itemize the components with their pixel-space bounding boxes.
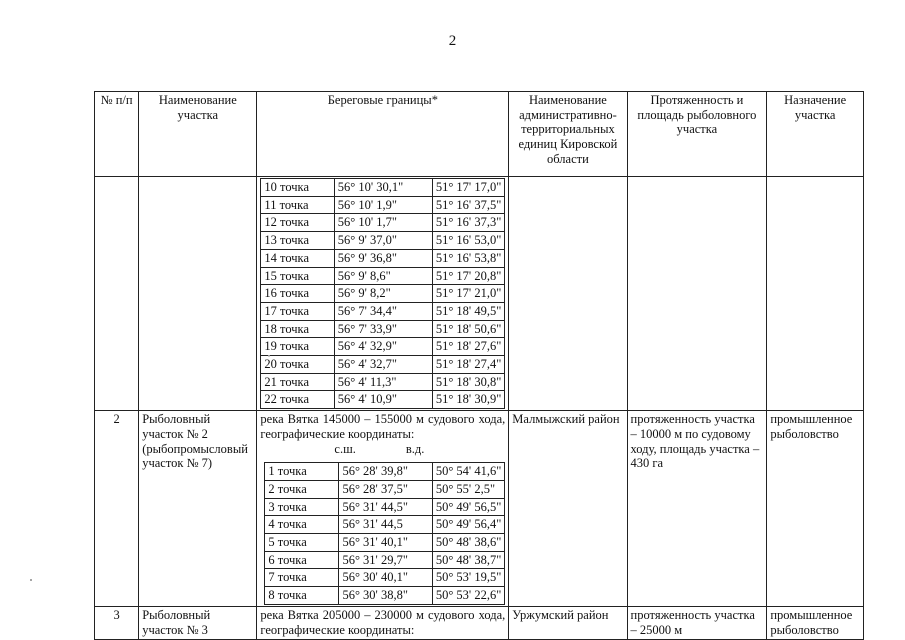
longitude-value: 50° 49' 56,5": [432, 498, 504, 516]
latitude-header: с.ш.: [334, 441, 356, 456]
latitude-value: 56° 30' 38,8": [339, 587, 432, 605]
point-label: 21 точка: [261, 373, 334, 391]
point-label: 6 точка: [265, 551, 339, 569]
coordinate-row: [261, 179, 505, 197]
coordinate-row: [261, 320, 505, 338]
longitude-value: 51° 18' 49,5": [432, 302, 504, 320]
cell-name: Рыболовный участок № 2 (рыбопромысловый участок № 7): [139, 411, 257, 607]
cell-district: Уржумский район: [509, 606, 627, 639]
table-header-row: [95, 92, 864, 177]
cell-number: [95, 177, 139, 411]
coordinate-row: [265, 587, 505, 605]
coordinate-row: [265, 498, 505, 516]
coordinate-row: [265, 480, 505, 498]
longitude-value: 51° 17' 21,0": [432, 285, 504, 303]
coordinate-row: [265, 551, 505, 569]
cell-extent: [627, 177, 767, 411]
longitude-value: 50° 48' 38,6": [432, 534, 504, 552]
table-row: [95, 411, 864, 607]
longitude-value: 51° 18' 27,6": [432, 338, 504, 356]
latitude-value: 56° 30' 40,1": [339, 569, 432, 587]
coordinate-row: [261, 302, 505, 320]
coordinate-row: [265, 569, 505, 587]
point-label: 13 точка: [261, 232, 334, 250]
latitude-value: 56° 31' 29,7": [339, 551, 432, 569]
longitude-value: 51° 16' 53,8": [432, 249, 504, 267]
latitude-value: 56° 4' 32,9": [334, 338, 432, 356]
latitude-value: 56° 4' 11,3": [334, 373, 432, 391]
fishing-areas-table: [94, 91, 864, 640]
latitude-value: 56° 9' 8,2": [334, 285, 432, 303]
coordinate-row: [261, 249, 505, 267]
coordinate-row: [261, 391, 505, 409]
coordinate-row: [265, 463, 505, 481]
point-label: 1 точка: [265, 463, 339, 481]
cell-name: Рыболовный участок № 3: [139, 606, 257, 639]
latitude-value: 56° 9' 37,0": [334, 232, 432, 250]
cell-extent: протяженность участка – 25000 м: [627, 606, 767, 639]
latitude-value: 56° 4' 10,9": [334, 391, 432, 409]
latitude-value: 56° 7' 33,9": [334, 320, 432, 338]
coordinate-row: [265, 516, 505, 534]
cell-extent: протяженность участка – 10000 м по судовому ходу, площадь участка – 430 га: [627, 411, 767, 607]
latitude-value: 56° 31' 40,1": [339, 534, 432, 552]
header-district: Наименование административно-территориальных единиц Кировской области: [509, 92, 627, 177]
point-label: 12 точка: [261, 214, 334, 232]
coordinate-row: [261, 267, 505, 285]
point-label: 7 точка: [265, 569, 339, 587]
coordinates-list: [260, 178, 505, 409]
page-number: 2: [448, 33, 457, 49]
point-label: 14 точка: [261, 249, 334, 267]
table-row: [95, 606, 864, 639]
coordinate-row: [261, 285, 505, 303]
point-label: 11 точка: [261, 196, 334, 214]
coordinates-list: [264, 462, 505, 605]
longitude-value: 51° 18' 30,9": [432, 391, 504, 409]
point-label: 18 точка: [261, 320, 334, 338]
cell-name: [139, 177, 257, 411]
latitude-value: 56° 31' 44,5: [339, 516, 432, 534]
longitude-value: 50° 48' 38,7": [432, 551, 504, 569]
header-extent: Протяженность и площадь рыболовного участка: [627, 92, 767, 177]
point-label: 5 точка: [265, 534, 339, 552]
longitude-value: 51° 16' 37,5": [432, 196, 504, 214]
header-number: № п/п: [95, 92, 139, 177]
point-label: 3 точка: [265, 498, 339, 516]
cell-boundaries: [257, 177, 509, 411]
boundary-description: река Вятка 145000 – 155000 м судового хода, географические координаты:: [260, 412, 506, 441]
latitude-value: 56° 10' 1,7": [334, 214, 432, 232]
longitude-value: 51° 18' 27,4": [432, 356, 504, 374]
latitude-value: 56° 31' 44,5": [339, 498, 432, 516]
coordinate-row: [261, 356, 505, 374]
longitude-value: 50° 49' 56,4": [432, 516, 504, 534]
cell-number: 2: [95, 411, 139, 607]
cell-district: [509, 177, 627, 411]
coordinate-row: [265, 534, 505, 552]
cell-purpose: промышленное рыболовство: [767, 411, 864, 607]
cell-number: 3: [95, 606, 139, 639]
coordinate-headers: [260, 442, 505, 457]
longitude-header: в.д.: [405, 441, 425, 456]
cell-district: Малмыжский район: [509, 411, 627, 607]
cell-purpose: промышленное рыболовство: [767, 606, 864, 639]
cell-purpose: [767, 177, 864, 411]
latitude-value: 56° 10' 1,9": [334, 196, 432, 214]
latitude-value: 56° 9' 8,6": [334, 267, 432, 285]
longitude-value: 50° 55' 2,5": [432, 480, 504, 498]
cell-boundaries: река Вятка 205000 – 230000 м судового хода, географические координаты:: [257, 606, 509, 639]
header-boundaries: Береговые границы*: [257, 92, 509, 177]
point-label: 15 точка: [261, 267, 334, 285]
latitude-value: 56° 28' 39,8": [339, 463, 432, 481]
point-label: 8 точка: [265, 587, 339, 605]
latitude-value: 56° 7' 34,4": [334, 302, 432, 320]
longitude-value: 51° 17' 20,8": [432, 267, 504, 285]
latitude-value: 56° 4' 32,7": [334, 356, 432, 374]
scan-speck: [268, 355, 270, 357]
longitude-value: 51° 16' 37,3": [432, 214, 504, 232]
latitude-value: 56° 28' 37,5": [339, 480, 432, 498]
longitude-value: 51° 18' 30,8": [432, 373, 504, 391]
header-area-name: Наименование участка: [139, 92, 257, 177]
longitude-value: 50° 53' 22,6": [432, 587, 504, 605]
longitude-value: 51° 17' 17,0": [432, 179, 504, 197]
latitude-value: 56° 9' 36,8": [334, 249, 432, 267]
scan-speck: [30, 579, 32, 581]
coordinate-row: [261, 214, 505, 232]
point-label: 17 точка: [261, 302, 334, 320]
point-label: 20 точка: [261, 356, 334, 374]
latitude-value: 56° 10' 30,1": [334, 179, 432, 197]
point-label: 19 точка: [261, 338, 334, 356]
cell-boundaries: [257, 411, 509, 607]
coordinate-row: [261, 196, 505, 214]
point-label: 16 точка: [261, 285, 334, 303]
point-label: 10 точка: [261, 179, 334, 197]
point-label: 22 точка: [261, 391, 334, 409]
point-label: 4 точка: [265, 516, 339, 534]
longitude-value: 51° 16' 53,0": [432, 232, 504, 250]
point-label: 2 точка: [265, 480, 339, 498]
coordinate-row: [261, 373, 505, 391]
coordinate-row: [261, 232, 505, 250]
header-purpose: Назначение участка: [767, 92, 864, 177]
longitude-value: 50° 53' 19,5": [432, 569, 504, 587]
longitude-value: 51° 18' 50,6": [432, 320, 504, 338]
coordinate-row: [261, 338, 505, 356]
table-row-continuation: [95, 177, 864, 411]
longitude-value: 50° 54' 41,6": [432, 463, 504, 481]
